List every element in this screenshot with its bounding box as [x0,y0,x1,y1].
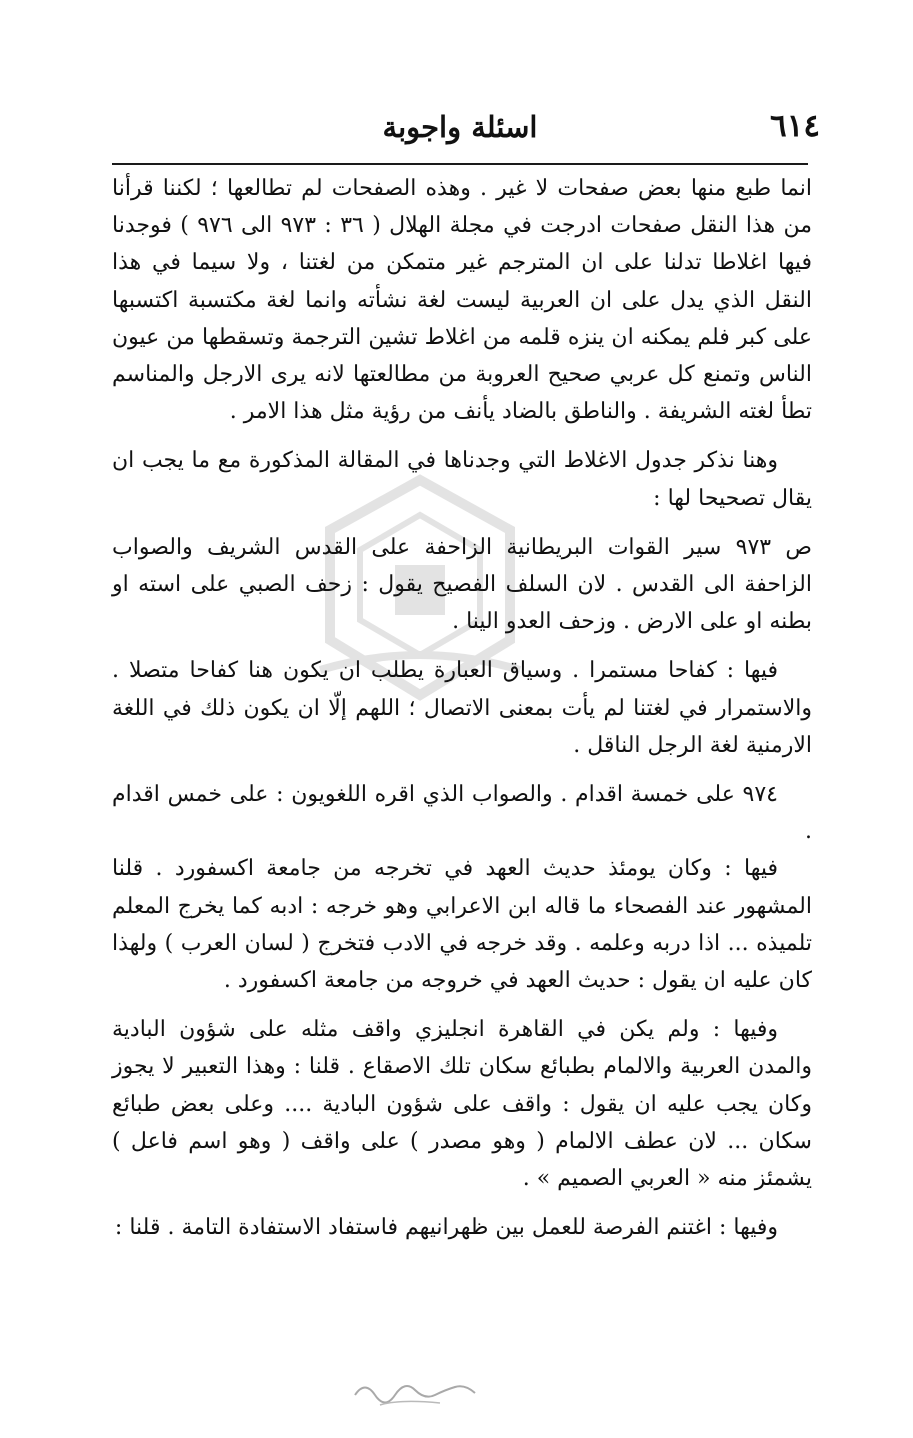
running-title: اسئلة واجوبة [382,110,538,144]
paragraph-entry-cairo: وفيها : ولم يكن في القاهرة انجليزي واقف مثله على شؤون البادية والمدن العربية والالمام بطبائع سكان تلك الاصقاع . قلنا : وهذا التعبير لا يجوز وكان يجب عليه ان يقول : واقف على شؤون البادية .... وعلى بعض طبائع سكان ... لان عطف الالمام ( وهو مصدر ) على واقف ( وهو اسم فاعل ) يشمئز منه « العربي الصميم » . [112,1017,812,1192]
handwritten-mark [350,1370,480,1410]
body-text [112,170,812,1246]
header-rule [112,163,808,165]
paragraph-entry-oxford: فيها : وكان يومئذ حديث العهد في تخرجه من جامعة اكسفورد . قلنا المشهور عند الفصحاء ما قاله ابن الاعرابي وهو خرجه : ادبه كما يخرج المعلم تلميذه ... اذا دربه وعلمه . وقد خرجه في الادب فتخرج ( لسان العرب ) ولهذا كان عليه ان يقول : حديث العهد في خروجه من جامعة اكسفورد . [112,856,812,994]
paragraph-entry-opportunity: وفيها : اغتنم الفرصة للعمل بين ظهرانيهم فاستفاد الاستفادة التامة . قلنا : [114,1215,778,1241]
paragraph-entry-974: ٩٧٤ على خمسة اقدام . والصواب الذي اقره اللغويون : على خمس اقدام . [112,782,812,845]
paragraph-entry-continuous-struggle: فيها : كفاحا مستمرا . وسياق العبارة يطلب ان يكون هنا كفاحا متصلا . والاستمرار في لغتنا لم يأت بمعنى الاتصال ؛ اللهم إلّا ان يكون ذلك في اللغة الارمنية لغة الرجل الناقل . [112,658,812,758]
paragraph-intro: انما طبع منها بعض صفحات لا غير . وهذه الصفحات لم تطالعها ؛ لكننا قرأنا من هذا النقل صفحات ادرجت في مجلة الهلال ( ٣٦ : ٩٧٣ الى ٩٧٦ ) فوجدنا فيها اغلاطا تدلنا على ان المترجم غير متمكن من لغتنا ، ولا سيما في هذا النقل الذي يدل على ان العربية ليست لغة نشأته وانما لغة مكتسبة اكتسبها على كبر فلم يمكنه ان ينزه قلمه من اغلاط تشين الترجمة وتسقطها من عيون الناس وتمنع كل عربي صحيح العروبة من مطالعتها لانه يرى الارجل والمناسم تطأ لغته الشريفة . والناطق بالضاد يأنف من رؤية مثل هذا الامر . [112,176,813,425]
page-header [100,108,820,156]
page-number: ٦١٤ [770,108,820,144]
paragraph-entry-973: ص ٩٧٣ سير القوات البريطانية الزاحفة على القدس الشريف والصواب الزاحفة الى القدس . لان السلف الفصيح يقول : زحف الصبي على استه او بطنه او على الارض . وزحف العدو الينا . [112,534,812,635]
paragraph-errors-table-intro: وهنا نذكر جدول الاغلاط التي وجدناها في المقالة المذكورة مع ما يجب ان يقال تصحيحا لها : [112,448,812,511]
